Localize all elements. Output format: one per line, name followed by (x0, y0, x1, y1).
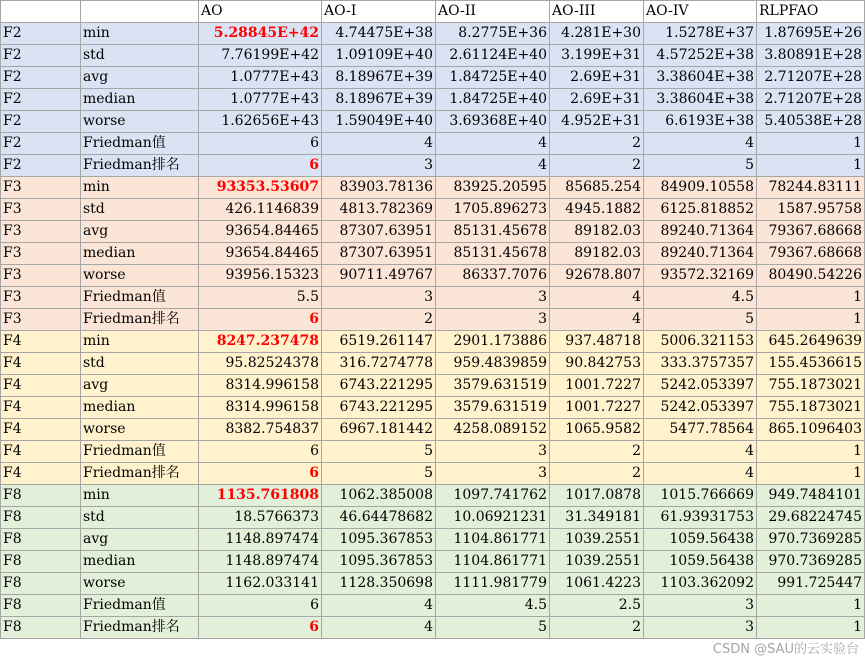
value-cell: 80490.54226 (757, 265, 865, 287)
metric-cell: Friedman排名 (81, 309, 199, 331)
metric-cell: median (81, 243, 199, 265)
value-cell: 1039.2551 (550, 529, 644, 551)
value-cell: 5 (644, 155, 757, 177)
value-cell: 1095.367853 (322, 551, 436, 573)
value-cell: 8.2775E+36 (436, 23, 550, 45)
table-row (1, 375, 865, 397)
value-cell: 2.5 (550, 595, 644, 617)
metric-cell: min (81, 331, 199, 353)
value-cell: 755.1873021 (757, 375, 865, 397)
table-row (1, 507, 865, 529)
value-cell: 1 (757, 155, 865, 177)
value-cell: 1061.4223 (550, 573, 644, 595)
value-cell: 1 (757, 441, 865, 463)
metric-cell: avg (81, 375, 199, 397)
table-row (1, 133, 865, 155)
value-cell: 155.4536615 (757, 353, 865, 375)
value-cell: 1.62656E+43 (199, 111, 322, 133)
metric-cell: median (81, 397, 199, 419)
metric-cell: median (81, 551, 199, 573)
value-cell: 937.48718 (550, 331, 644, 353)
value-cell: 95.82524378 (199, 353, 322, 375)
function-cell: F3 (1, 287, 81, 309)
value-cell: 1.5278E+37 (644, 23, 757, 45)
metric-cell: std (81, 353, 199, 375)
value-cell: 10.06921231 (436, 507, 550, 529)
function-cell: F8 (1, 529, 81, 551)
value-cell: 1 (757, 287, 865, 309)
value-cell: 6 (199, 595, 322, 617)
value-cell: 2.71207E+28 (757, 67, 865, 89)
table-row (1, 177, 865, 199)
value-cell: 1.84725E+40 (436, 89, 550, 111)
table-row (1, 441, 865, 463)
metric-cell: avg (81, 529, 199, 551)
value-cell: 89240.71364 (644, 221, 757, 243)
function-cell: F4 (1, 397, 81, 419)
value-cell: 5242.053397 (644, 397, 757, 419)
value-cell: 93654.84465 (199, 243, 322, 265)
table-row (1, 221, 865, 243)
value-cell: 1 (757, 309, 865, 331)
value-cell: 2901.173886 (436, 331, 550, 353)
function-cell: F4 (1, 353, 81, 375)
value-cell: 4.5 (644, 287, 757, 309)
value-cell: 2.69E+31 (550, 67, 644, 89)
value-cell: 316.7274778 (322, 353, 436, 375)
value-cell: 1.87695E+26 (757, 23, 865, 45)
value-cell: 4 (322, 595, 436, 617)
value-cell: 1095.367853 (322, 529, 436, 551)
value-cell: 1103.362092 (644, 573, 757, 595)
table-row (1, 265, 865, 287)
value-cell: 90711.49767 (322, 265, 436, 287)
value-cell: 1148.897474 (199, 529, 322, 551)
value-cell: 61.93931753 (644, 507, 757, 529)
value-cell: 2.61124E+40 (436, 45, 550, 67)
watermark: CSDN @SAU的云实验台 (712, 642, 859, 657)
value-cell: 6743.221295 (322, 397, 436, 419)
value-cell: 2 (550, 463, 644, 485)
function-cell: F4 (1, 375, 81, 397)
value-cell: 4 (322, 617, 436, 639)
table-row (1, 573, 865, 595)
metric-cell: min (81, 485, 199, 507)
value-cell: 6 (199, 463, 322, 485)
function-cell: F2 (1, 111, 81, 133)
metric-cell: min (81, 177, 199, 199)
value-cell: 1148.897474 (199, 551, 322, 573)
value-cell: 8314.996158 (199, 375, 322, 397)
value-cell: 93572.32169 (644, 265, 757, 287)
value-cell: 4 (550, 287, 644, 309)
value-cell: 6125.818852 (644, 199, 757, 221)
value-cell: 1 (757, 617, 865, 639)
value-cell: 2 (550, 155, 644, 177)
value-cell: 1 (757, 463, 865, 485)
value-cell: 18.5766373 (199, 507, 322, 529)
table-row (1, 617, 865, 639)
value-cell: 645.2649639 (757, 331, 865, 353)
function-cell: F2 (1, 23, 81, 45)
value-cell: 89182.03 (550, 243, 644, 265)
value-cell: 46.64478682 (322, 507, 436, 529)
metric-cell: std (81, 45, 199, 67)
value-cell: 2 (550, 617, 644, 639)
value-cell: 4258.089152 (436, 419, 550, 441)
value-cell: 6 (199, 617, 322, 639)
function-cell: F2 (1, 67, 81, 89)
header-row (1, 1, 865, 23)
value-cell: 6 (199, 155, 322, 177)
value-cell: 2 (550, 133, 644, 155)
value-cell: 970.7369285 (757, 529, 865, 551)
value-cell: 3 (436, 441, 550, 463)
value-cell: 29.68224745 (757, 507, 865, 529)
value-cell: 5 (322, 463, 436, 485)
function-cell: F8 (1, 595, 81, 617)
function-cell: F4 (1, 419, 81, 441)
value-cell: 1.0777E+43 (199, 89, 322, 111)
value-cell: 4945.1882 (550, 199, 644, 221)
header-cell: AO-IV (644, 1, 757, 23)
value-cell: 83903.78136 (322, 177, 436, 199)
table-row (1, 23, 865, 45)
value-cell: 3.69368E+40 (436, 111, 550, 133)
metric-cell: Friedman排名 (81, 155, 199, 177)
metric-cell: std (81, 199, 199, 221)
function-cell: F4 (1, 463, 81, 485)
function-cell: F3 (1, 199, 81, 221)
value-cell: 1.59049E+40 (322, 111, 436, 133)
value-cell: 1097.741762 (436, 485, 550, 507)
metric-cell: median (81, 89, 199, 111)
value-cell: 6967.181442 (322, 419, 436, 441)
function-cell: F4 (1, 331, 81, 353)
value-cell: 83925.20595 (436, 177, 550, 199)
value-cell: 5 (322, 441, 436, 463)
table-row (1, 463, 865, 485)
value-cell: 1017.0878 (550, 485, 644, 507)
value-cell: 3 (436, 463, 550, 485)
value-cell: 4.57252E+38 (644, 45, 757, 67)
value-cell: 959.4839859 (436, 353, 550, 375)
header-cell (81, 1, 199, 23)
function-cell: F3 (1, 243, 81, 265)
header-cell: AO-I (322, 1, 436, 23)
value-cell: 426.1146839 (199, 199, 322, 221)
value-cell: 5 (644, 309, 757, 331)
value-cell: 1.09109E+40 (322, 45, 436, 67)
value-cell: 5.28845E+42 (199, 23, 322, 45)
value-cell: 5.40538E+28 (757, 111, 865, 133)
metric-cell: worse (81, 419, 199, 441)
function-cell: F3 (1, 265, 81, 287)
value-cell: 6 (199, 133, 322, 155)
value-cell: 2.71207E+28 (757, 89, 865, 111)
value-cell: 86337.7076 (436, 265, 550, 287)
value-cell: 7.76199E+42 (199, 45, 322, 67)
table-row (1, 111, 865, 133)
value-cell: 79367.68668 (757, 243, 865, 265)
function-cell: F2 (1, 155, 81, 177)
value-cell: 4 (644, 463, 757, 485)
function-cell: F3 (1, 177, 81, 199)
value-cell: 1065.9582 (550, 419, 644, 441)
metric-cell: worse (81, 573, 199, 595)
metric-cell: Friedman值 (81, 595, 199, 617)
table-row (1, 419, 865, 441)
value-cell: 333.3757357 (644, 353, 757, 375)
value-cell: 4 (644, 441, 757, 463)
value-cell: 3 (322, 155, 436, 177)
value-cell: 8247.237478 (199, 331, 322, 353)
header-cell: AO-III (550, 1, 644, 23)
value-cell: 2 (550, 441, 644, 463)
table-row (1, 287, 865, 309)
table-row (1, 45, 865, 67)
value-cell: 1039.2551 (550, 551, 644, 573)
metric-cell: std (81, 507, 199, 529)
function-cell: F3 (1, 221, 81, 243)
value-cell: 89182.03 (550, 221, 644, 243)
value-cell: 1104.861771 (436, 529, 550, 551)
function-cell: F2 (1, 45, 81, 67)
value-cell: 3.38604E+38 (644, 67, 757, 89)
value-cell: 1015.766669 (644, 485, 757, 507)
table-row (1, 331, 865, 353)
value-cell: 79367.68668 (757, 221, 865, 243)
value-cell: 6.6193E+38 (644, 111, 757, 133)
value-cell: 1587.95758 (757, 199, 865, 221)
table-row (1, 89, 865, 111)
table-row (1, 243, 865, 265)
value-cell: 78244.83111 (757, 177, 865, 199)
function-cell: F2 (1, 133, 81, 155)
value-cell: 4.74475E+38 (322, 23, 436, 45)
metric-cell: avg (81, 67, 199, 89)
value-cell: 3.38604E+38 (644, 89, 757, 111)
value-cell: 92678.807 (550, 265, 644, 287)
value-cell: 87307.63951 (322, 221, 436, 243)
value-cell: 3 (644, 595, 757, 617)
function-cell: F3 (1, 309, 81, 331)
value-cell: 865.1096403 (757, 419, 865, 441)
table-row (1, 199, 865, 221)
value-cell: 1135.761808 (199, 485, 322, 507)
value-cell: 4813.782369 (322, 199, 436, 221)
value-cell: 87307.63951 (322, 243, 436, 265)
value-cell: 6743.221295 (322, 375, 436, 397)
header-cell (1, 1, 81, 23)
value-cell: 1 (757, 133, 865, 155)
metric-cell: worse (81, 265, 199, 287)
function-cell: F2 (1, 89, 81, 111)
function-cell: F4 (1, 441, 81, 463)
value-cell: 970.7369285 (757, 551, 865, 573)
function-cell: F8 (1, 617, 81, 639)
function-cell: F8 (1, 507, 81, 529)
value-cell: 6 (199, 441, 322, 463)
value-cell: 3579.631519 (436, 375, 550, 397)
value-cell: 31.349181 (550, 507, 644, 529)
value-cell: 93956.15323 (199, 265, 322, 287)
value-cell: 1059.56438 (644, 551, 757, 573)
value-cell: 4.5 (436, 595, 550, 617)
value-cell: 1059.56438 (644, 529, 757, 551)
value-cell: 1111.981779 (436, 573, 550, 595)
table-row (1, 551, 865, 573)
metric-cell: worse (81, 111, 199, 133)
table-row (1, 155, 865, 177)
header-cell: AO (199, 1, 322, 23)
value-cell: 755.1873021 (757, 397, 865, 419)
value-cell: 4.952E+31 (550, 111, 644, 133)
value-cell: 4 (436, 155, 550, 177)
value-cell: 1705.896273 (436, 199, 550, 221)
value-cell: 1062.385008 (322, 485, 436, 507)
metric-cell: Friedman排名 (81, 617, 199, 639)
header-cell: AO-II (436, 1, 550, 23)
metric-cell: Friedman排名 (81, 463, 199, 485)
value-cell: 8314.996158 (199, 397, 322, 419)
value-cell: 6519.261147 (322, 331, 436, 353)
value-cell: 1.84725E+40 (436, 67, 550, 89)
function-cell: F8 (1, 573, 81, 595)
value-cell: 1104.861771 (436, 551, 550, 573)
value-cell: 3 (644, 617, 757, 639)
metric-cell: avg (81, 221, 199, 243)
value-cell: 3579.631519 (436, 397, 550, 419)
value-cell: 3 (436, 287, 550, 309)
value-cell: 1001.7227 (550, 397, 644, 419)
value-cell: 3 (436, 309, 550, 331)
value-cell: 5 (436, 617, 550, 639)
value-cell: 1128.350698 (322, 573, 436, 595)
value-cell: 6 (199, 309, 322, 331)
value-cell: 3.80891E+28 (757, 45, 865, 67)
value-cell: 93654.84465 (199, 221, 322, 243)
table-row (1, 529, 865, 551)
value-cell: 8.18967E+39 (322, 89, 436, 111)
value-cell: 1162.033141 (199, 573, 322, 595)
value-cell: 85131.45678 (436, 243, 550, 265)
value-cell: 85131.45678 (436, 221, 550, 243)
value-cell: 991.725447 (757, 573, 865, 595)
metric-cell: Friedman值 (81, 133, 199, 155)
value-cell: 2 (322, 309, 436, 331)
metric-cell: min (81, 23, 199, 45)
value-cell: 84909.10558 (644, 177, 757, 199)
table-row (1, 353, 865, 375)
table-row (1, 309, 865, 331)
value-cell: 90.842753 (550, 353, 644, 375)
value-cell: 4 (550, 309, 644, 331)
value-cell: 1 (757, 595, 865, 617)
value-cell: 3 (322, 287, 436, 309)
metric-cell: Friedman值 (81, 441, 199, 463)
value-cell: 1001.7227 (550, 375, 644, 397)
value-cell: 5477.78564 (644, 419, 757, 441)
table-row (1, 397, 865, 419)
value-cell: 4 (322, 133, 436, 155)
value-cell: 5242.053397 (644, 375, 757, 397)
header-cell: RLPFAO (757, 1, 865, 23)
value-cell: 3.199E+31 (550, 45, 644, 67)
value-cell: 5006.321153 (644, 331, 757, 353)
value-cell: 85685.254 (550, 177, 644, 199)
value-cell: 4.281E+30 (550, 23, 644, 45)
value-cell: 4 (644, 133, 757, 155)
function-cell: F8 (1, 485, 81, 507)
value-cell: 4 (436, 133, 550, 155)
table-row (1, 595, 865, 617)
function-cell: F8 (1, 551, 81, 573)
table-row (1, 485, 865, 507)
value-cell: 93353.53607 (199, 177, 322, 199)
metric-cell: Friedman值 (81, 287, 199, 309)
value-cell: 949.7484101 (757, 485, 865, 507)
value-cell: 5.5 (199, 287, 322, 309)
value-cell: 2.69E+31 (550, 89, 644, 111)
value-cell: 89240.71364 (644, 243, 757, 265)
value-cell: 8382.754837 (199, 419, 322, 441)
value-cell: 1.0777E+43 (199, 67, 322, 89)
table-row (1, 67, 865, 89)
value-cell: 8.18967E+39 (322, 67, 436, 89)
